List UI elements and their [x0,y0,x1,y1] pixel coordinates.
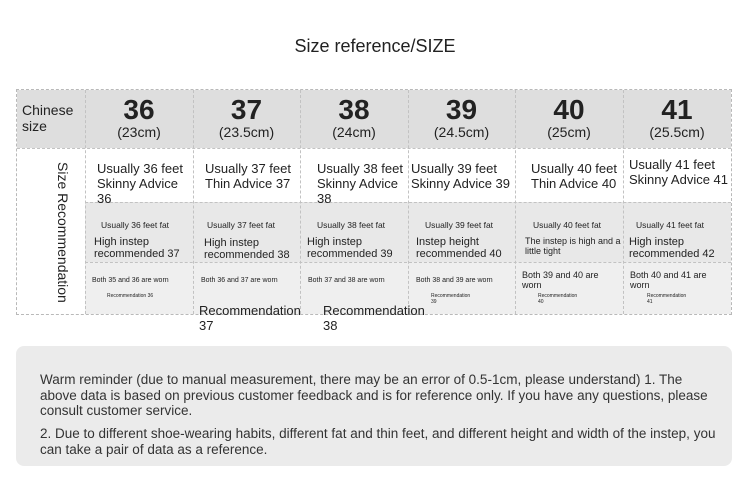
reminder-paragraph-2: 2. Due to different shoe-wearing habits, different fat and thin feet, and different height and width of the instep, you can take a pair of data as a reference. [40,426,716,457]
fat-advice-37: High instep recommended 38 [204,237,290,261]
size-41-header [623,90,731,148]
grid-line [17,148,731,149]
size-cm: (25cm) [547,124,591,140]
size-number: 39 [445,94,478,125]
size-cm: (23cm) [117,124,161,140]
size-40-header [515,90,623,148]
size-recommendation-label [31,162,71,312]
worn-label-36: Both 35 and 36 are worn [92,277,169,284]
skinny-advice-41: Usually 41 feet Skinny Advice 41 [629,157,729,187]
worn-label-37: Both 36 and 37 are worn [201,277,278,284]
skinny-advice-38: Usually 38 feet Skinny Advice 38 [317,161,403,206]
worn-label-40: Both 39 and 40 are worn [522,270,599,290]
size-cm: (24cm) [332,124,376,140]
fat-advice-38: High instep recommended 39 [307,236,393,260]
worn-rec-37: Recommendation 37 [199,303,301,333]
worn-label-39: Both 38 and 39 are worn [416,277,493,284]
size-36-header [85,90,193,148]
reminder-paragraph-1: Warm reminder (due to manual measurement, there may be an error of 0.5-1cm, please understand) 1. The above data is based on previous customer feedback and is for reference only. If you have any questions, please consult customer service. [40,372,708,418]
skinny-advice-39: Usually 39 feet Skinny Advice 39 [411,161,511,191]
worn-rec-41: Recommendation 41 [647,293,687,305]
size-39-header [408,90,515,148]
size-recommendation-text: Size Recommendation [55,162,71,303]
worn-label-41: Both 40 and 41 are worn [630,270,707,290]
reminder-panel [16,346,732,466]
size-number: 36 [123,94,155,125]
fat-label-40: Usually 40 feet fat [533,220,602,230]
size-table [16,89,732,333]
worn-rec-38: Recommendation 38 [323,303,425,333]
size-37-header [193,90,300,148]
size-cm: (25.5cm) [649,124,705,140]
fat-advice-41: High instep recommended 42 [629,236,715,260]
size-number: 41 [661,94,693,125]
size-cm: (23.5cm) [218,124,275,140]
fat-label-36: Usually 36 feet fat [101,220,170,230]
size-number: 37 [230,94,263,125]
fat-label-41: Usually 41 feet fat [636,220,705,230]
fat-advice-40: The instep is high and a little tight [525,236,621,256]
size-cm: (24.5cm) [433,124,490,140]
thin-advice-37: Usually 37 feet Thin Advice 37 [205,161,291,191]
worn-rec-39: Recommendation 39 [431,293,471,305]
grid-line [85,262,731,263]
worn-rec-36: Recommendation 36 [107,293,154,299]
fat-label-37: Usually 37 feet fat [207,220,276,230]
chinese-size-label: Chinese size [22,102,74,134]
worn-rec-40: Recommendation 40 [538,293,578,305]
size-number: 40 [553,94,585,125]
size-38-header [300,90,408,148]
fat-label-39: Usually 39 feet fat [425,220,494,230]
fat-label-38: Usually 38 feet fat [317,220,386,230]
worn-label-38: Both 37 and 38 are worn [308,277,385,284]
thin-advice-40: Usually 40 feet Thin Advice 40 [531,161,617,191]
fat-advice-36: High instep recommended 37 [94,236,180,260]
skinny-advice-36: Usually 36 feet Skinny Advice 36 [97,161,183,206]
size-number: 38 [338,94,370,125]
fat-advice-39: Instep height recommended 40 [416,236,502,260]
page-title: Size reference/SIZE [294,36,456,56]
